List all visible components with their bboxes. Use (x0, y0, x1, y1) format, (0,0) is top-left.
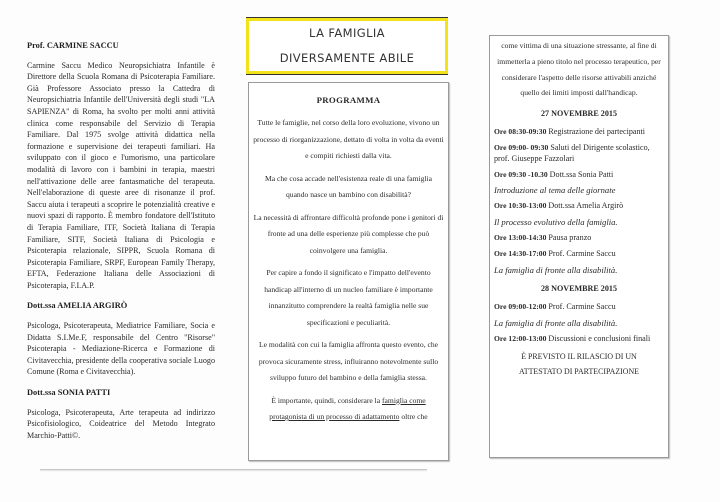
title-line-1: LA FAMIGLIA (309, 26, 385, 40)
event-text: Saluti del Dirigente scolastico, prof. Giuseppe Fazzolari (494, 142, 650, 163)
event-time: Ore 09:00- 09:30 (494, 142, 549, 152)
day-heading: 27 NOVEMBRE 2015 (541, 109, 617, 119)
certificate-note-line-1: È PREVISTO IL RILASCIO DI UN (521, 352, 637, 362)
event-time: Ore 14:30-17:00 (494, 248, 547, 258)
speaker-bio: Carmine Saccu Medico Neuropsichiatra Infantile è Direttore della Scuola Romana di Psicoterapia Familiare. Già Professore Associato presso la Cattedra di Neuropsichiatria Infantile dell'Università degli studi "LA SAPIENZA" di Roma, ha svolto per molti anni attività clinica come responsabile del Servizio di Terapia Familiare. Dal 1975 svolge attività didattica nella formazione e supervisione dei terapeuti familiari. Ha sviluppato con il gioco e l'umorismo, una particolare modalità di lavoro con i bambini in terapia, maestri nell'attivazione delle aree fantasmatiche del terapeuta. Nell'elaborazione di queste aree di risonanze il prof. Saccu aiuta i terapeuti a scoprire le potenzialità creative e nuovi spazi di rapporto. È membro fondatore dell'Istituto di Terapia Familiare, ITF, Società Italiana di Terapia Familiare, SITF, Società Italiana di Psicologia e Psicoterapia relazionale, SIPPR, Scuola Romana di Psicoterapia Familiare, SRPF, European Family Therapy, EFTA, Federazione Italiana delle Associazioni di Psicoterapia, F.I.A.P. (27, 60, 215, 290)
programma-paragraph: Tutte le famiglie, nel corso della loro evoluzione, vivono un processo di riorganizzazione, dettato di volta in volta da eventi e compiti richiesti dalla vita. (253, 118, 444, 160)
schedule-event (494, 334, 664, 345)
event-text: Pausa pranzo (548, 233, 592, 243)
event-subtitle: Il processo evolutivo della famiglia. (494, 217, 618, 228)
title-box (246, 18, 448, 74)
programma-heading: PROGRAMMA (316, 95, 381, 105)
speaker-bio: Psicologa, Psicoterapeuta, Mediatrice Familiare, Socia e Didatta S.I.Me.F, responsabile del Centro "Risorse" Psicoterapia - Mediazione-Ricerca e Formazione di Civitavecchia, presidente della cooperativa sociale Luogo Comune (Roma e Civitavecchia). (27, 321, 215, 377)
speakers-column (27, 40, 215, 450)
schedule-event (494, 302, 664, 313)
programma-paragraph-last (253, 393, 444, 426)
event-time: Ore 10:30-13:00 (494, 201, 547, 211)
speaker-name: Prof. CARMINE SACCU (27, 41, 119, 50)
schedule-event (494, 201, 664, 212)
programma-paragraph: Ma che cosa accade nell'esistenza reale di una famiglia quando nasce un bambino con disabilità? (264, 173, 433, 199)
speaker-name: Dott.ssa SONIA PATTI (27, 388, 111, 398)
event-time: Ore 09:00-12:00 (494, 301, 547, 311)
schedule-box (489, 35, 669, 458)
event-text: Registrazione dei partecipanti (548, 127, 646, 137)
event-time: Ore 13:00-14:30 (494, 233, 547, 243)
schedule-event (494, 127, 664, 138)
schedule-event (494, 143, 664, 165)
certificate-note-line-2: ATTESTATO DI PARTECIPAZIONE (518, 367, 640, 377)
text-before: È importante, quindi, considerare la (271, 395, 383, 405)
event-time: Ore 12:00-13:00 (494, 333, 547, 343)
intro-continuation: come vittima di una situazione stressante, al fine di immetterla a pieno titolo nel processo terapeutico, per considerare l'aspetto delle risorse attivabili anziché quello dei limiti imposti dall'handicap. (497, 41, 661, 98)
event-text: Discussioni e conclusioni finali (548, 333, 651, 343)
schedule-event (494, 249, 664, 260)
underlined-text: famiglia come protagonista di un processo di adattamento (269, 395, 426, 421)
event-time: Ore 09:30 -10.30 (494, 169, 548, 179)
speaker-name: Dott.ssa AMELIA ARGIRÒ (27, 301, 128, 311)
programma-paragraph: Le modalità con cui la famiglia affronta questo evento, che provoca sicuramente stress, influiranno notevolmente sullo sviluppo futuro del bambino e della famiglia stessa. (258, 340, 439, 382)
day-heading: 28 NOVEMBRE 2015 (541, 283, 617, 293)
divider-line (40, 469, 427, 470)
programma-paragraph: La necessità di affrontare difficoltà profonde pone i genitori di fronte ad una delle esperienze più complesse che può coinvolgere una famiglia. (253, 212, 444, 255)
event-text: Prof. Carmine Saccu (548, 248, 616, 258)
title-line-2: DIVERSAMENTE ABILE (279, 51, 415, 65)
event-subtitle: La famiglia di fronte alla disabilità. (494, 317, 618, 328)
event-subtitle: La famiglia di fronte alla disabilità. (494, 264, 618, 275)
event-text: Dott.ssa Sonia Patti (549, 169, 614, 179)
event-text: Dott.ssa Amelia Argirò (548, 201, 624, 211)
schedule-event (494, 233, 664, 244)
schedule-event (494, 170, 664, 181)
speaker-bio: Psicologa, Psicoterapeuta, Arte terapeuta ad indirizzo Psicofisiologico, Coideatrice del Metodo Integrato Marchio-Patti©. (27, 407, 215, 440)
programma-paragraph: Per capire a fondo il significato e l'impatto dell'evento handicap all'interno di un nucleo familiare è importante innanzitutto comprendere la realtà famiglia nelle sue specificazioni e peculiarità. (264, 268, 433, 327)
event-time: Ore 08:30-09:30 (494, 127, 547, 137)
programma-box (248, 82, 449, 461)
text-after: oltre che (399, 412, 428, 421)
event-text: Prof. Carmine Saccu (548, 301, 616, 311)
event-subtitle: Introduzione al tema delle giornate (494, 185, 616, 196)
